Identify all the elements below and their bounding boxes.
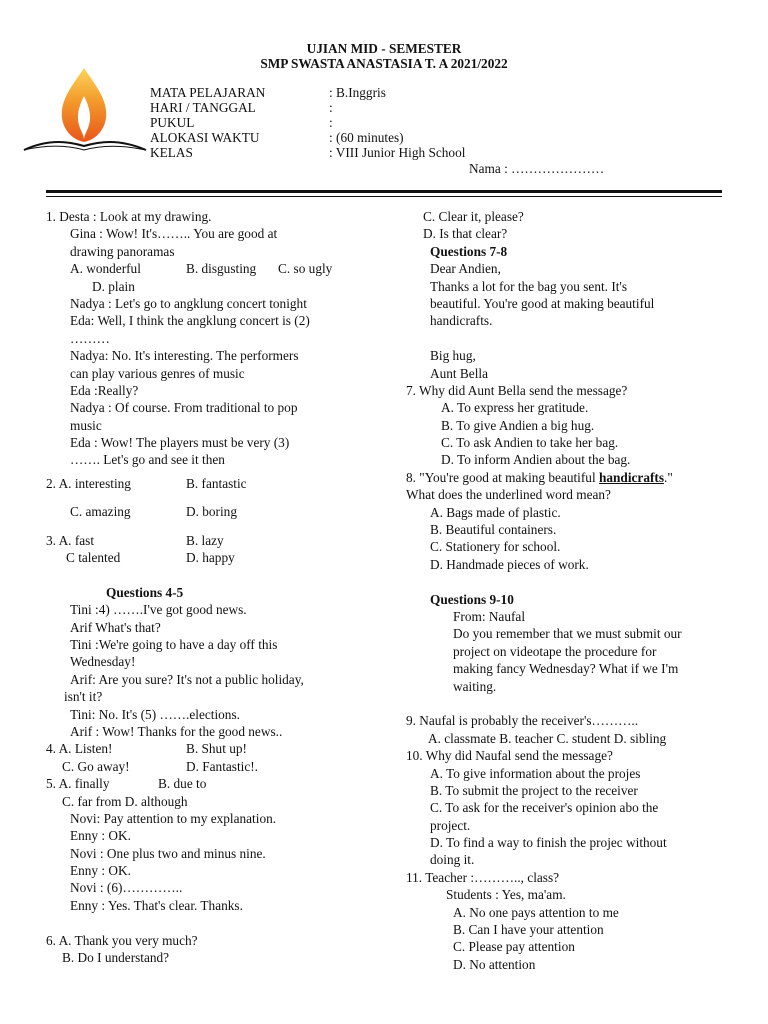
dialog-line: Nadya : Let's go to angklung concert tonight: [70, 295, 307, 311]
letter-line: beautiful. You're good at making beautiful: [430, 295, 655, 311]
dialog-line: Eda : Wow! The players must be very (3): [70, 435, 290, 451]
q2-option-d: D. boring: [186, 504, 237, 520]
q10-option-c-cont: project.: [430, 817, 471, 833]
q5-option-b: B. due to: [158, 776, 207, 792]
q1-option-a: A. wonderful: [70, 261, 141, 277]
q1-option-c: C. so ugly: [278, 261, 333, 277]
q6-option-c: C. Clear it, please?: [423, 209, 524, 224]
nama-field: Nama : …………………: [469, 161, 605, 176]
q7-option-c: C. To ask Andien to take her bag.: [441, 435, 619, 451]
q10-option-c: C. To ask for the receiver's opinion abo the: [430, 800, 659, 816]
value-kelas: : VIII Junior High School: [329, 145, 466, 160]
q3-options-cd: [66, 549, 406, 566]
dialog-line: Enny : OK.: [70, 863, 131, 879]
value-pukul: :: [329, 115, 333, 130]
q2-options-cd: [70, 503, 410, 520]
q2-option-a: 2. A. interesting: [46, 475, 131, 491]
message-line: Do you remember that we must submit our: [453, 626, 682, 642]
q10-option-d-cont: doing it.: [430, 852, 475, 868]
q10-option-d: D. To find a way to finish the projec without: [430, 835, 667, 851]
q1-option-d: D. plain: [92, 278, 135, 294]
q3-option-b: B. lazy: [186, 532, 224, 548]
header-divider-thick: [46, 190, 722, 193]
q11-students: Students : Yes, ma'am.: [446, 887, 566, 903]
dialog-line: Arif What's that?: [70, 619, 161, 635]
dialog-line: ……. Let's go and see it then: [70, 452, 225, 468]
label-pukul: PUKUL: [150, 115, 195, 130]
value-mata-pelajaran: : B.Inggris: [329, 85, 386, 100]
q4-options-cd: [62, 758, 402, 775]
dialog-line: Nadya : Of course. From traditional to pop: [70, 400, 298, 416]
value-hari-tanggal: :: [329, 100, 333, 115]
label-hari-tanggal: HARI / TANGGAL: [150, 100, 256, 115]
q4-option-a: 4. A. Listen!: [46, 741, 113, 757]
q10-option-b: B. To submit the project to the receiver: [430, 782, 638, 798]
q3-option-d: D. happy: [186, 550, 235, 566]
left-column: [46, 208, 386, 966]
q3-option-a: 3. A. fast: [46, 532, 95, 548]
q8-option-d: D. Handmade pieces of work.: [430, 556, 589, 572]
dialog-line: Novi: Pay attention to my explanation.: [70, 810, 277, 826]
flame-book-logo: [20, 66, 150, 158]
question-3: [46, 532, 386, 549]
dialog-line: Arif: Are you sure? It's not a public holiday,: [70, 671, 304, 687]
q1-line: drawing panoramas: [70, 243, 175, 259]
q10-option-a: A. To give information about the projes: [430, 765, 641, 781]
school-title: SMP SWASTA ANASTASIA T. A 2021/2022: [260, 56, 508, 71]
right-column: [406, 208, 736, 973]
q11-option-a: A. No one pays attention to me: [453, 904, 619, 920]
question-4: [46, 740, 386, 757]
letter-closing: Big hug,: [430, 348, 476, 364]
q8-option-c: C. Stationery for school.: [430, 539, 561, 555]
q5-option-a: 5. A. finally: [46, 776, 110, 792]
q8-text: 8. "You're good at making beautiful: [406, 469, 599, 485]
q6-option-d: D. Is that clear?: [423, 226, 508, 242]
q2-option-c: C. amazing: [70, 504, 131, 520]
label-kelas: KELAS: [150, 145, 193, 160]
q8-underlined-word: handicrafts: [598, 469, 664, 485]
label-mata-pelajaran: MATA PELAJARAN: [150, 85, 266, 100]
dialog-line: Eda :Really?: [70, 382, 139, 398]
q11-option-b: B. Can I have your attention: [453, 922, 604, 938]
letter-line: Dear Andien,: [430, 261, 501, 277]
question-7: 7. Why did Aunt Bella send the message?: [406, 382, 628, 398]
dialog-line: ………: [70, 330, 110, 346]
letter-line: handicrafts.: [430, 313, 493, 329]
q1-option-b: B. disgusting: [186, 261, 257, 277]
q8-text-end: .": [664, 469, 673, 485]
q8-option-a: A. Bags made of plastic.: [430, 504, 561, 520]
q3-option-c: C talented: [66, 550, 121, 566]
q4-option-b: B. Shut up!: [186, 741, 247, 757]
q2-option-b: B. fantastic: [186, 475, 247, 491]
q5-options-cd: C. far from D. although: [62, 793, 188, 809]
section-heading-9-10: Questions 9-10: [430, 591, 514, 607]
label-alokasi-waktu: ALOKASI WAKTU: [150, 130, 260, 145]
q7-option-d: D. To inform Andien about the bag.: [441, 452, 631, 468]
question-1: 1. Desta : Look at my drawing.: [46, 209, 212, 224]
q8-option-b: B. Beautiful containers.: [430, 522, 557, 538]
q11-option-d: D. No attention: [453, 956, 536, 972]
exam-title: UJIAN MID - SEMESTER: [306, 41, 462, 56]
letter-signature: Aunt Bella: [430, 365, 488, 381]
message-line: project on videotape the procedure for: [453, 643, 657, 659]
value-alokasi-waktu: : (60 minutes): [329, 130, 404, 145]
question-8: [406, 469, 736, 486]
dialog-line: Wednesday!: [70, 654, 136, 670]
q8-prompt: What does the underlined word mean?: [406, 487, 611, 503]
question-6: 6. A. Thank you very much?: [46, 932, 198, 948]
dialog-line: Enny : OK.: [70, 828, 131, 844]
question-5: [46, 775, 386, 792]
question-2: [46, 475, 386, 492]
dialog-line: Novi : One plus two and minus nine.: [70, 845, 266, 861]
dialog-line: Tini :4) …….I've got good news.: [70, 602, 247, 618]
question-11: 11. Teacher :……….., class?: [406, 869, 560, 885]
dialog-line: isn't it?: [64, 689, 103, 705]
q7-option-b: B. To give Andien a big hug.: [441, 417, 595, 433]
dialog-line: Tini: No. It's (5) …….elections.: [70, 706, 240, 722]
dialog-line: music: [70, 417, 102, 433]
question-10: 10. Why did Naufal send the message?: [406, 748, 613, 764]
dialog-line: Novi : (6)…………..: [70, 880, 183, 896]
q1-line: Gina : Wow! It's…….. You are good at: [70, 226, 278, 242]
q4-option-c: C. Go away!: [62, 758, 130, 774]
dialog-line: can play various genres of music: [70, 365, 245, 381]
message-line: making fancy Wednesday? What if we I'm: [453, 661, 679, 677]
header-divider-thin: [46, 196, 722, 197]
section-heading-4-5: Questions 4-5: [106, 584, 184, 600]
dialog-line: Tini :We're going to have a day off this: [70, 636, 278, 652]
message-line: From: Naufal: [453, 608, 526, 624]
dialog-line: Eda: Well, I think the angklung concert is (2): [70, 313, 310, 329]
dialog-line: Nadya: No. It's interesting. The performers: [70, 348, 299, 364]
q11-option-c: C. Please pay attention: [453, 939, 575, 955]
q1-options: [70, 260, 410, 277]
question-9: 9. Naufal is probably the receiver's………..: [406, 713, 639, 729]
q7-option-a: A. To express her gratitude.: [441, 400, 589, 416]
q9-options: A. classmate B. teacher C. student D. sibling: [428, 730, 667, 746]
q4-option-d: D. Fantastic!.: [186, 758, 259, 774]
dialog-line: Enny : Yes. That's clear. Thanks.: [70, 897, 243, 913]
section-heading-7-8: Questions 7-8: [430, 243, 508, 259]
dialog-line: Arif : Wow! Thanks for the good news..: [70, 723, 283, 739]
q6-option-b: B. Do I understand?: [62, 950, 170, 966]
message-line: waiting.: [453, 678, 497, 694]
letter-line: Thanks a lot for the bag you sent. It's: [430, 278, 628, 294]
